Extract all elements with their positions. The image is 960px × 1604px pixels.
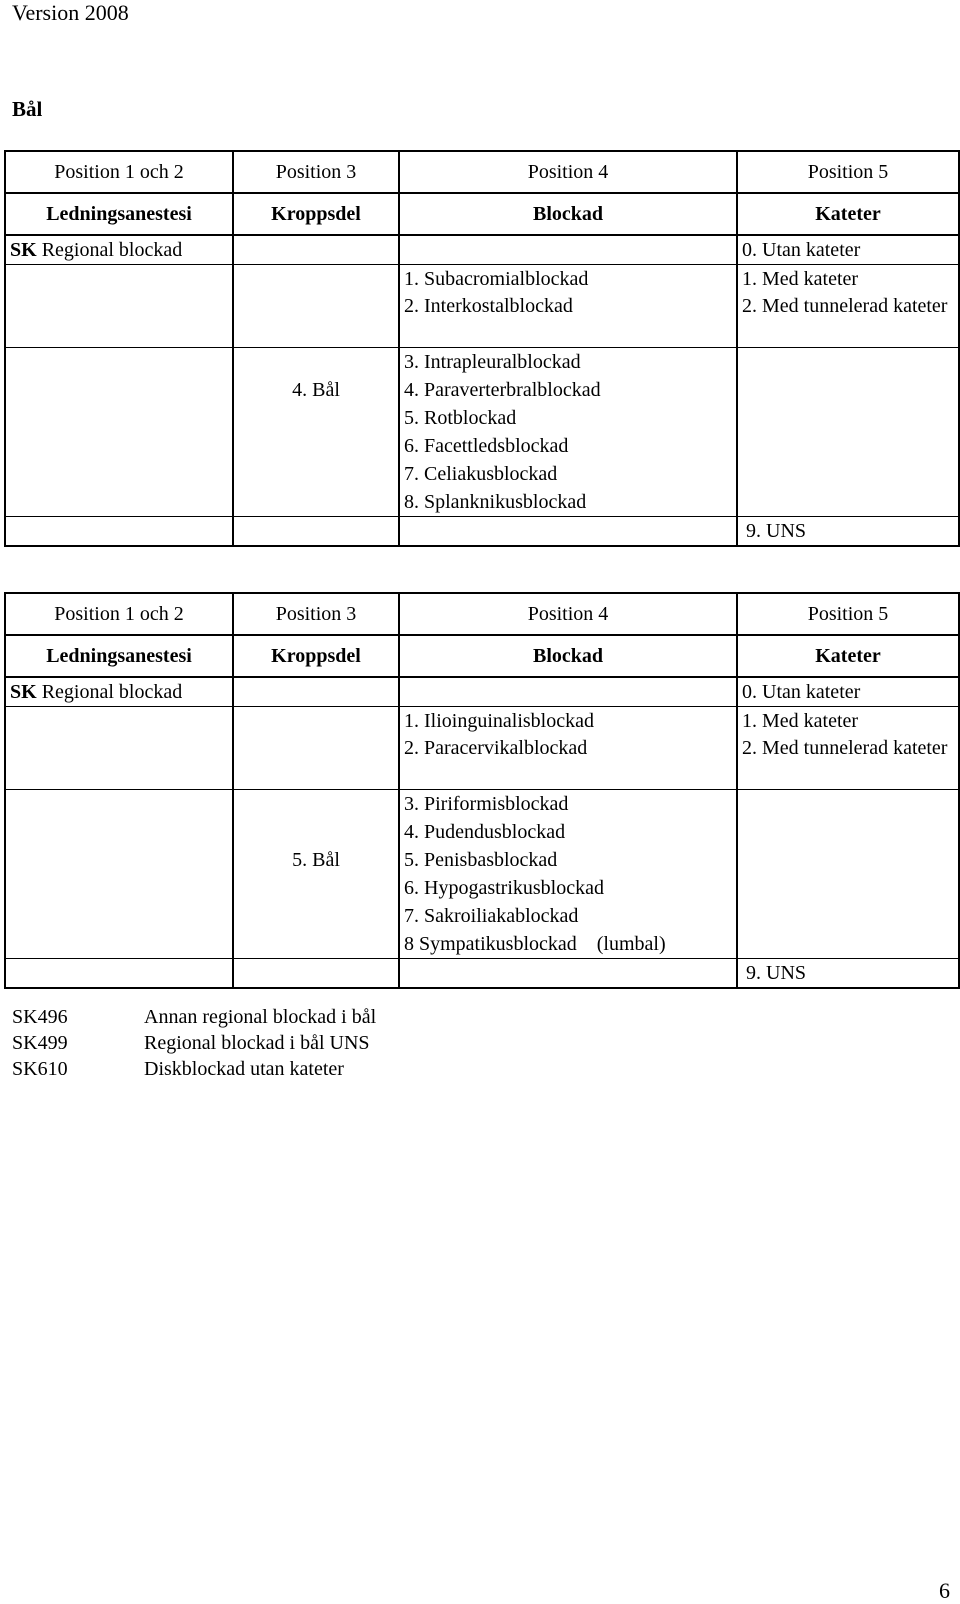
empty-cell: [737, 488, 959, 517]
kateter-label: Utan kateter: [762, 681, 861, 703]
code-label: Diskblockad utan kateter: [144, 1058, 344, 1080]
empty-cell: [5, 790, 233, 819]
empty-cell: [233, 930, 399, 959]
kroppsdel-label: Bål: [312, 849, 340, 871]
header-cell: Position 4: [399, 151, 737, 193]
blockad-label: Rotblockad: [424, 407, 517, 429]
sk-label: Regional blockad: [41, 239, 183, 261]
empty-cell: [233, 874, 399, 902]
kroppsdel-cell: [233, 376, 399, 404]
page-number: 6: [939, 1578, 950, 1603]
empty-cell: [737, 846, 959, 874]
table-row: [5, 818, 959, 846]
blockad-num: 6.: [404, 877, 419, 899]
header-cell: Kroppsdel: [233, 635, 399, 677]
table-row: [5, 707, 959, 736]
kateter-label: Med tunnelerad kateter: [762, 295, 948, 317]
empty-cell: [5, 488, 233, 517]
header-cell: Position 4: [399, 593, 737, 635]
empty-cell: [399, 235, 737, 265]
kateter-num: 0.: [742, 681, 757, 703]
blockad-num: 6.: [404, 435, 419, 457]
empty-cell: [737, 376, 959, 404]
blockad-label: Paracervikalblockad: [424, 737, 588, 759]
header-cell: Position 1 och 2: [5, 151, 233, 193]
blockad-cell: [399, 874, 737, 902]
empty-cell: [233, 432, 399, 460]
header-cell: Blockad: [399, 193, 737, 235]
blockad-cell: [399, 846, 737, 874]
code-list: [12, 1004, 376, 1082]
blockad-cell: [399, 735, 737, 790]
table-row: [5, 735, 959, 790]
table-row: [5, 235, 959, 265]
kroppsdel-cell: [233, 846, 399, 874]
blockad-label: Penisbasblockad: [424, 849, 558, 871]
header-cell: Kateter: [737, 193, 959, 235]
blockad-label: Facettledsblockad: [424, 435, 569, 457]
section-title: Bål: [12, 97, 43, 121]
blockad-label: Celiakusblockad: [424, 463, 558, 485]
kateter-label: Med kateter: [762, 710, 859, 732]
header-cell: Position 5: [737, 593, 959, 635]
empty-cell: [5, 846, 233, 874]
header-cell: Ledningsanestesi: [5, 193, 233, 235]
kateter-num: 0.: [742, 239, 757, 261]
blockad-label: Hypogastrikusblockad: [424, 877, 604, 899]
sk-label: Regional blockad: [41, 681, 183, 703]
empty-cell: [737, 930, 959, 959]
table-row: [5, 902, 959, 930]
sk-prefix: SK: [10, 681, 37, 703]
table-row: [5, 348, 959, 377]
kroppsdel-label: Bål: [312, 379, 340, 401]
header-cell: Blockad: [399, 635, 737, 677]
blockad-label: Splanknikusblockad: [424, 491, 587, 513]
kateter-num: 1.: [742, 268, 757, 290]
empty-cell: [233, 293, 399, 348]
table-header-labels: [5, 193, 959, 235]
empty-cell: [233, 404, 399, 432]
empty-cell: [233, 707, 399, 736]
kateter-cell: [737, 959, 959, 989]
kateter-cell: [737, 517, 959, 547]
blockad-num: 7.: [404, 905, 419, 927]
empty-cell: [5, 432, 233, 460]
blockad-num: 5.: [404, 407, 419, 429]
blockad-num: 5.: [404, 849, 419, 871]
blockad-label: Pudendusblockad: [424, 821, 566, 843]
table-header-positions: [5, 151, 959, 193]
list-item: [12, 1030, 376, 1056]
blockad-cell: [399, 790, 737, 819]
code-id: SK610: [12, 1058, 68, 1080]
empty-cell: [737, 902, 959, 930]
table-row: [5, 790, 959, 819]
empty-cell: [737, 404, 959, 432]
empty-cell: [233, 517, 399, 547]
kateter-cell: [737, 265, 959, 294]
kroppsdel-num: 4.: [292, 379, 308, 401]
table-row: [5, 265, 959, 294]
table-row: [5, 677, 959, 707]
table-row: [5, 460, 959, 488]
empty-cell: [233, 348, 399, 377]
uns-num: 9.: [746, 962, 761, 984]
blockad-num: 1.: [404, 710, 419, 732]
blockad-label: Sakroiliakablockad: [424, 905, 579, 927]
list-item: [12, 1056, 376, 1082]
ledningsanestesi-cell: [5, 677, 233, 707]
code-table-1: [4, 150, 960, 547]
kateter-num: 1.: [742, 710, 757, 732]
blockad-cell: [399, 488, 737, 517]
empty-cell: [233, 818, 399, 846]
version-label: Version 2008: [12, 0, 129, 25]
table-row: [5, 846, 959, 874]
blockad-num: 3.: [404, 793, 419, 815]
header-cell: Position 3: [233, 151, 399, 193]
table-row: [5, 959, 959, 989]
code-id: SK496: [12, 1006, 68, 1028]
header-cell: Kateter: [737, 635, 959, 677]
blockad-cell: [399, 376, 737, 404]
uns-num: 9.: [746, 520, 761, 542]
sk-prefix: SK: [10, 239, 37, 261]
table-row: [5, 930, 959, 959]
blockad-cell: [399, 818, 737, 846]
blockad-num: 8.: [404, 491, 419, 513]
blockad-label: Interkostalblockad: [424, 295, 573, 317]
blockad-num: 4.: [404, 821, 419, 843]
empty-cell: [5, 404, 233, 432]
empty-cell: [737, 348, 959, 377]
blockad-label: Subacromialblockad: [424, 268, 589, 290]
blockad-label: Intrapleuralblockad: [424, 351, 581, 373]
empty-cell: [5, 707, 233, 736]
kateter-label: Utan kateter: [762, 239, 861, 261]
empty-cell: [233, 265, 399, 294]
empty-cell: [5, 348, 233, 377]
blockad-cell: [399, 432, 737, 460]
empty-cell: [737, 790, 959, 819]
table-row: [5, 404, 959, 432]
blockad-num: 1.: [404, 268, 419, 290]
empty-cell: [737, 818, 959, 846]
blockad-label: Paraverterbralblockad: [424, 379, 601, 401]
empty-cell: [233, 460, 399, 488]
empty-cell: [737, 460, 959, 488]
table-row: [5, 376, 959, 404]
empty-cell: [5, 930, 233, 959]
empty-cell: [233, 677, 399, 707]
kateter-label: Med tunnelerad kateter: [762, 737, 948, 759]
empty-cell: [233, 959, 399, 989]
empty-cell: [233, 235, 399, 265]
kateter-label: Med kateter: [762, 268, 859, 290]
empty-cell: [737, 874, 959, 902]
empty-cell: [737, 432, 959, 460]
empty-cell: [5, 874, 233, 902]
blockad-num: 7.: [404, 463, 419, 485]
empty-cell: [5, 818, 233, 846]
blockad-cell: [399, 902, 737, 930]
kateter-cell: [737, 677, 959, 707]
blockad-cell: [399, 930, 737, 959]
code-label: Annan regional blockad i bål: [144, 1006, 377, 1028]
table-header-positions: [5, 593, 959, 635]
kateter-num: 2.: [742, 737, 757, 759]
kroppsdel-num: 5.: [292, 849, 308, 871]
blockad-cell: [399, 293, 737, 348]
header-cell: Position 5: [737, 151, 959, 193]
blockad-cell: [399, 348, 737, 377]
table-row: [5, 874, 959, 902]
table-row: [5, 517, 959, 547]
table-row: [5, 488, 959, 517]
blockad-cell: [399, 404, 737, 432]
empty-cell: [5, 959, 233, 989]
empty-cell: [399, 517, 737, 547]
blockad-cell: [399, 265, 737, 294]
blockad-num: 4.: [404, 379, 419, 401]
empty-cell: [5, 265, 233, 294]
empty-cell: [233, 735, 399, 790]
empty-cell: [5, 902, 233, 930]
table-header-labels: [5, 635, 959, 677]
empty-cell: [5, 517, 233, 547]
code-label: Regional blockad i bål UNS: [144, 1032, 370, 1054]
empty-cell: [233, 902, 399, 930]
kateter-cell: [737, 735, 959, 790]
blockad-label: Sympatikusblockad (lumbal): [419, 933, 666, 955]
empty-cell: [399, 677, 737, 707]
uns-label: UNS: [766, 962, 807, 984]
blockad-num: 8: [404, 933, 414, 955]
blockad-label: Piriformisblockad: [424, 793, 569, 815]
blockad-cell: [399, 707, 737, 736]
kateter-cell: [737, 235, 959, 265]
header-cell: Position 1 och 2: [5, 593, 233, 635]
empty-cell: [233, 488, 399, 517]
empty-cell: [5, 293, 233, 348]
kateter-num: 2.: [742, 295, 757, 317]
code-table-2: [4, 592, 960, 989]
ledningsanestesi-cell: [5, 235, 233, 265]
kateter-cell: [737, 293, 959, 348]
header-cell: Kroppsdel: [233, 193, 399, 235]
empty-cell: [5, 735, 233, 790]
list-item: [12, 1004, 376, 1030]
blockad-label: Ilioinguinalisblockad: [424, 710, 594, 732]
empty-cell: [5, 376, 233, 404]
blockad-num: 3.: [404, 351, 419, 373]
table-row: [5, 432, 959, 460]
blockad-num: 2.: [404, 737, 419, 759]
uns-label: UNS: [766, 520, 807, 542]
header-cell: Position 3: [233, 593, 399, 635]
empty-cell: [399, 959, 737, 989]
empty-cell: [233, 790, 399, 819]
blockad-num: 2.: [404, 295, 419, 317]
kateter-cell: [737, 707, 959, 736]
header-cell: Ledningsanestesi: [5, 635, 233, 677]
empty-cell: [5, 460, 233, 488]
blockad-cell: [399, 460, 737, 488]
table-row: [5, 293, 959, 348]
code-id: SK499: [12, 1032, 68, 1054]
